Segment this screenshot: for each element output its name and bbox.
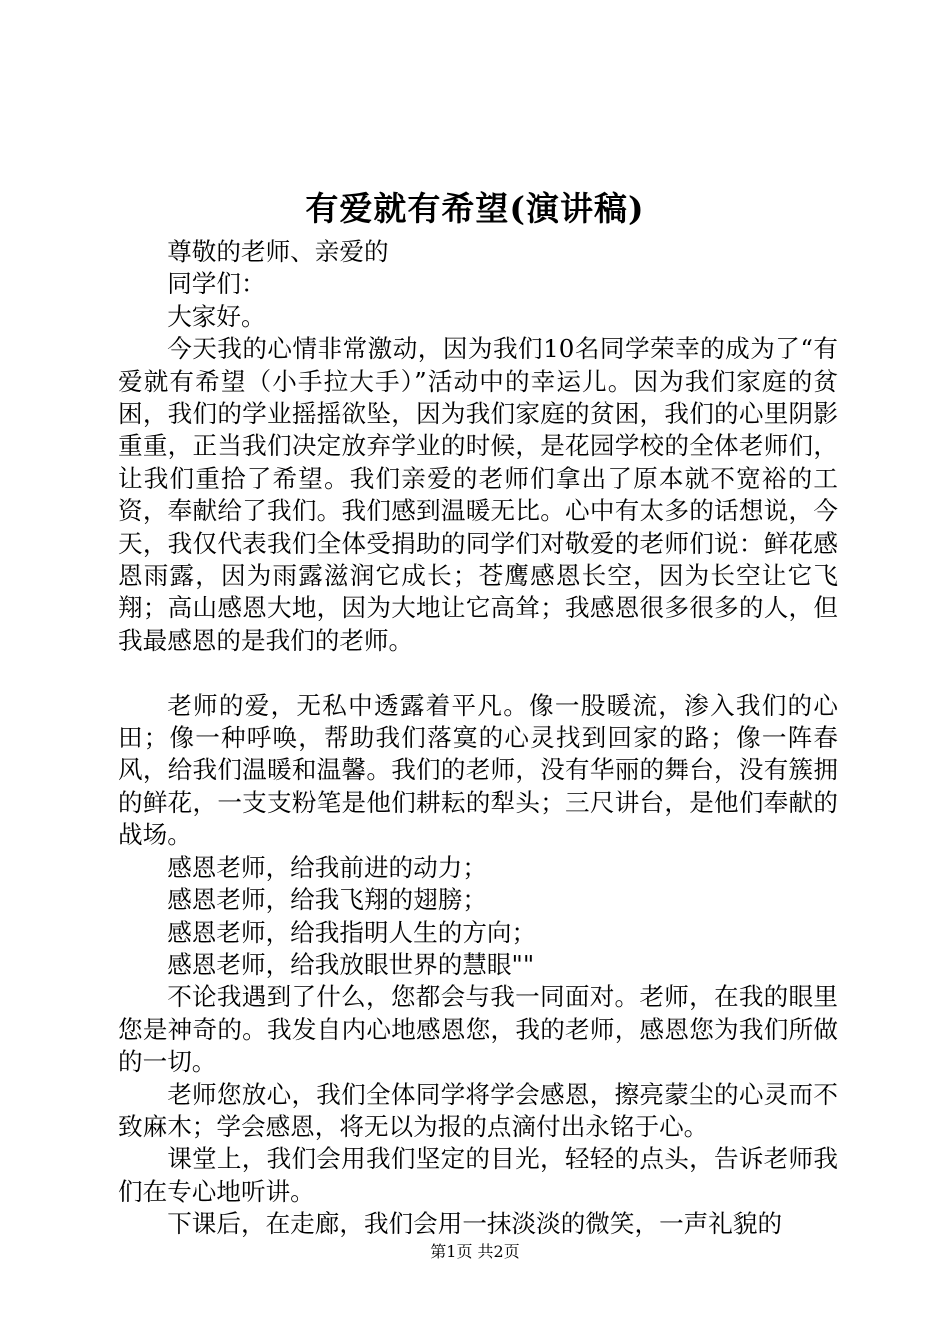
paragraph-thanks-3: 感恩老师，给我指明人生的方向； bbox=[167, 917, 537, 947]
paragraph-teacher-love: 老师的爱，无私中透露着平凡。像一股暖流，渗入我们的心田；像一种呼唤，帮助我们落寞的心灵找到回家的路；像一阵春风，给我们温暖和温馨。我们的老师，没有华丽的舞台，没有簇拥的鲜花，一支支粉笔是他们耕耘的犁头；三尺讲台，是他们奉献的战场。 bbox=[118, 690, 838, 850]
paragraph-thanks-1: 感恩老师，给我前进的动力； bbox=[167, 852, 487, 882]
paragraph-after-class: 下课后，在走廊，我们会用一抹淡淡的微笑，一声礼貌的 bbox=[167, 1209, 783, 1239]
paragraph-classroom: 课堂上，我们会用我们坚定的目光，轻轻的点头，告诉老师我们在专心地听讲。 bbox=[118, 1144, 838, 1206]
paragraph-thanks-2: 感恩老师，给我飞翔的翅膀； bbox=[167, 885, 487, 915]
page-footer: 第1页 共2页 bbox=[430, 1242, 520, 1261]
paragraph-face-together: 不论我遇到了什么，您都会与我一同面对。老师，在我的眼里您是神奇的。我发自内心地感恩您，我的老师，感恩您为我们所做的一切。 bbox=[118, 982, 838, 1077]
document-body bbox=[118, 236, 838, 1241]
paragraph-greeting-2: 同学们： bbox=[167, 269, 266, 299]
paragraph-greeting-1: 尊敬的老师、亲爱的 bbox=[167, 237, 389, 266]
paragraph-greeting-3: 大家好。 bbox=[167, 301, 266, 331]
paragraph-thanks-4: 感恩老师，给我放眼世界的慧眼"" bbox=[167, 949, 535, 979]
paragraph-intro: 今天我的心情非常激动，因为我们10名同学荣幸的成为了“有爱就有希望（小手拉大手）”活动中的幸运儿。因为我们家庭的贫困，我们的学业摇摇欲坠，因为我们家庭的贫困，我们的心里阴影重重，正当我们决定放弃学业的时候，是花园学校的全体老师们，让我们重拾了希望。我们亲爱的老师们拿出了原本就不宽裕的工资，奉献给了我们。我们感到温暖无比。心中有太多的话想说，今天，我仅代表我们全体受捐助的同学们对敬爱的老师们说：鲜花感恩雨露，因为雨露滋润它成长；苍鹰感恩长空，因为长空让它飞翔；高山感恩大地，因为大地让它高耸；我感恩很多很多的人，但我最感恩的是我们的老师。 bbox=[118, 334, 838, 655]
paragraph-reassure: 老师您放心，我们全体同学将学会感恩，擦亮蒙尘的心灵而不致麻木；学会感恩，将无以为报的点滴付出永铭于心。 bbox=[118, 1079, 838, 1141]
document-title: 有爱就有希望(演讲稿) bbox=[305, 189, 645, 228]
